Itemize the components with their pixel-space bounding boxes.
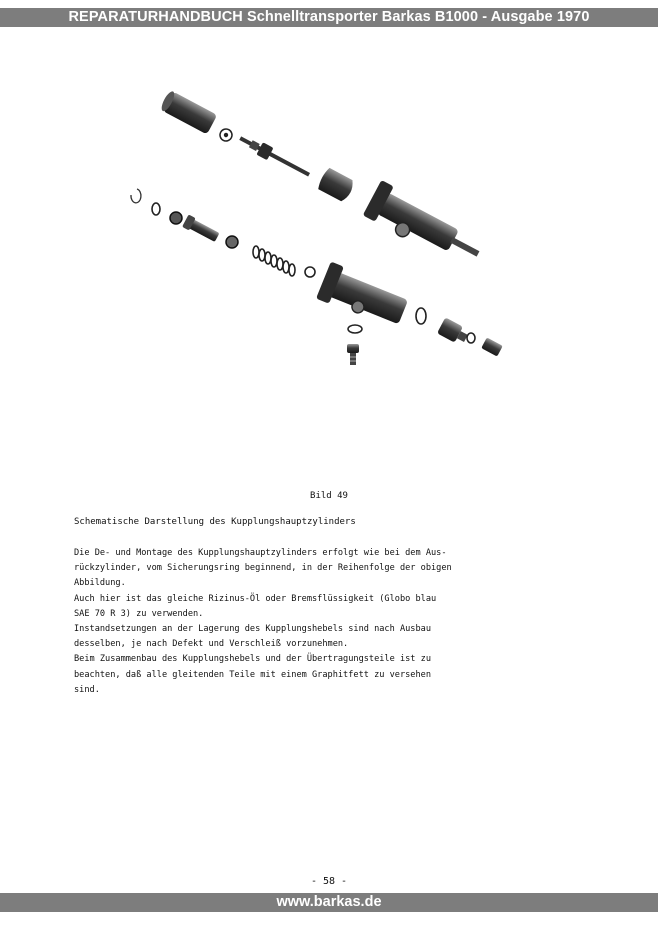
body-line: sind. bbox=[74, 684, 100, 695]
bleed-nipple bbox=[481, 337, 503, 356]
return-spring bbox=[253, 246, 295, 276]
o-ring bbox=[416, 308, 426, 324]
master-cylinder-assembled bbox=[362, 180, 487, 273]
figure-caption: Bild 49 bbox=[310, 491, 348, 501]
body-line: Die De- und Montage des Kupplungshauptzylinders erfolgt wie bei dem Aus- bbox=[74, 548, 447, 558]
cylinder-cap bbox=[316, 167, 356, 203]
seal-ring bbox=[170, 212, 182, 224]
header-bar bbox=[0, 8, 658, 27]
body-line: Abbildung. bbox=[74, 578, 126, 589]
small-washer bbox=[467, 333, 475, 343]
body-line: SAE 70 R 3) zu verwenden. bbox=[74, 608, 204, 619]
push-rod bbox=[237, 132, 312, 181]
exploded-view-drawing bbox=[110, 80, 530, 390]
body-line: Auch hier ist das gleiche Rizinus-Öl oder Bremsflüssigkeit (Globo blau bbox=[74, 593, 437, 604]
cylinder-body bbox=[316, 261, 411, 330]
gasket bbox=[348, 325, 362, 333]
piston bbox=[182, 214, 220, 243]
banjo-bolt bbox=[347, 344, 359, 365]
body-line: beachten, daß alle gleitenden Teile mit einem Graphitfett zu versehen bbox=[74, 669, 431, 680]
body-text bbox=[74, 546, 452, 698]
header-title: REPARATURHANDBUCH Schnelltransporter Barkas B1000 - Ausgabe 1970 bbox=[68, 9, 590, 25]
washer bbox=[152, 203, 160, 215]
section-heading: Schematische Darstellung des Kupplungshauptzylinders bbox=[74, 517, 356, 527]
rubber-boot bbox=[159, 90, 217, 135]
primary-cup bbox=[226, 236, 238, 248]
body-line: rückzylinder, vom Sicherungsring beginnend, in der Reihenfolge der obigen bbox=[74, 563, 452, 574]
website-link[interactable]: www.barkas.de bbox=[276, 894, 382, 910]
body-line: Instandsetzungen an der Lagerung des Kupplungshebels sind nach Ausbau bbox=[74, 623, 431, 634]
footer-bar bbox=[0, 893, 658, 912]
spring-seat bbox=[305, 267, 315, 277]
outlet-fitting bbox=[437, 317, 470, 346]
hex-nut bbox=[218, 127, 234, 143]
circlip bbox=[131, 189, 141, 203]
page-number: - 58 - bbox=[310, 876, 348, 887]
body-line: desselben, je nach Defekt und Verschleiß vorzunehmen. bbox=[74, 639, 349, 650]
body-line: Beim Zusammenbau des Kupplungshebels und der Übertragungsteile ist zu bbox=[74, 654, 431, 665]
